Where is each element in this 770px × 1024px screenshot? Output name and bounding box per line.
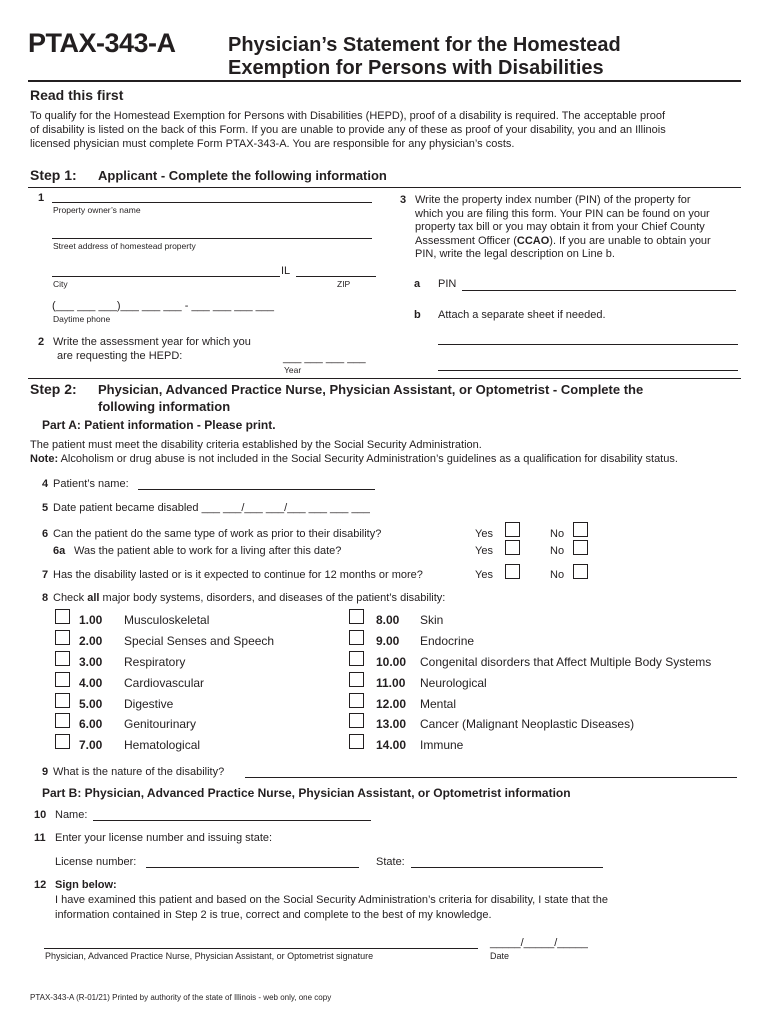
system-name: Respiratory [124,655,186,669]
item3-line3: property tax bill or you may obtain it from your Chief County [415,221,705,233]
system-name: Neurological [420,676,487,690]
intro-heading: Read this first [30,87,124,103]
pin-letter: a [414,278,421,290]
q10-text: Name: [55,809,88,821]
form-id: PTAX-343-A [28,28,176,58]
system-code: 2.00 [79,634,103,648]
system-name: Congenital disorders that Affect Multiple Body Systems [420,655,712,669]
system-checkbox[interactable] [55,651,70,666]
system-name: Immune [420,738,464,752]
q8-text [53,592,445,604]
step2-title-line2: following information [98,399,231,414]
system-code: 4.00 [79,676,103,690]
q8-all: all [87,592,100,604]
city-field[interactable] [52,276,280,277]
q12-number: 12 [34,879,47,891]
system-checkbox[interactable] [349,734,364,749]
q7-text: Has the disability lasted or is it expected to continue for 12 months or more? [53,569,423,581]
q9-number: 9 [42,766,49,778]
step2-title-line1: Physician, Advanced Practice Nurse, Physician Assistant, or Optometrist - Complete the [98,382,644,397]
system-checkbox[interactable] [55,734,70,749]
provider-name-field[interactable] [93,820,371,821]
system-code: 11.00 [376,676,406,690]
street-address-field[interactable] [52,238,372,239]
intro-line2: of disability is listed on the back of this Form. If you are unable to provide any of these as proof of your disability, you and an Illinois [30,124,666,136]
step2-label: Step 2: [30,381,77,397]
license-label: License number: [55,856,137,868]
q7-no-checkbox[interactable] [573,564,588,579]
signature-field[interactable] [44,948,478,949]
item1-number: 1 [38,192,45,204]
q10-number: 10 [34,809,47,821]
q4-number: 4 [42,478,49,490]
license-number-field[interactable] [146,867,359,868]
system-name: Hematological [124,738,201,752]
system-code: 3.00 [79,655,103,669]
zip-field[interactable] [296,276,376,277]
item3-number: 3 [400,194,407,206]
step2-rule [28,378,741,379]
step1-label: Step 1: [30,167,77,183]
intro-line3: licensed physician must complete Form PTAX-343-A. You are responsible for any physician’s costs. [30,138,515,150]
q11-number: 11 [34,832,46,844]
step1-rule [28,187,741,188]
license-state-field[interactable] [411,867,603,868]
intro-line1: To qualify for the Homestead Exemption for Persons with Disabilities (HEPD), proof of a disability is required. The acceptable proof [30,110,666,122]
system-checkbox[interactable] [349,672,364,687]
phone-field[interactable]: (___ ___ ___)___ ___ ___ - ___ ___ ___ ___ [52,300,275,312]
q7-no-label: No [550,569,565,581]
q7-number: 7 [42,569,49,581]
item2-number: 2 [38,336,45,348]
q12-title: Sign below: [55,879,117,891]
criteria-text: The patient must meet the disability criteria established by the Social Security Administration. [30,439,482,451]
system-code: 8.00 [376,613,400,627]
q7-yes-checkbox[interactable] [505,564,520,579]
year-field[interactable]: ___ ___ ___ ___ [283,352,366,364]
signature-date-field[interactable]: _____/_____/_____ [490,937,588,949]
item2-line2: are requesting the HEPD: [57,350,183,362]
system-checkbox[interactable] [349,651,364,666]
q6a-no-checkbox[interactable] [573,540,588,555]
attestation-line1: I have examined this patient and based on the Social Security Administration’s criteria for disability, I state that the [55,894,608,906]
footer-text: PTAX-343-A (R-01/21) Printed by authority of the state of Illinois - web only, one copy [30,993,332,1002]
q8-text-a: Check [53,592,88,604]
system-code: 1.00 [79,613,103,627]
date-label: Date [490,951,510,961]
q6a-number: 6a [53,545,66,557]
system-code: 7.00 [79,738,103,752]
system-code: 6.00 [79,717,103,731]
system-checkbox[interactable] [349,693,364,708]
disability-nature-field[interactable] [245,777,737,778]
q5-number: 5 [42,502,49,514]
q11-text: Enter your license number and issuing state: [55,832,273,844]
legal-letter: b [414,309,421,321]
item3-line1: Write the property index number (PIN) of the property for [415,194,691,206]
form-title-line1: Physician’s Statement for the Homestead [228,34,621,56]
ccao-abbrev: CCAO [516,235,550,247]
signature-label: Physician, Advanced Practice Nurse, Physician Assistant, or Optometrist signature [45,951,374,961]
system-checkbox[interactable] [55,630,70,645]
system-checkbox[interactable] [349,713,364,728]
system-name: Endocrine [420,634,475,648]
system-name: Cardiovascular [124,676,205,690]
q6a-yes-label: Yes [475,545,493,557]
phone-label: Daytime phone [53,314,111,324]
q7-yes-label: Yes [475,569,493,581]
item3-line5: PIN, write the legal description on Line b. [415,248,615,260]
attestation-line2: information contained in Step 2 is true, correct and complete to the best of my knowledge. [55,909,492,921]
system-name: Special Senses and Speech [124,634,275,648]
legal-note: Attach a separate sheet if needed. [438,309,606,321]
system-code: 10.00 [376,655,407,669]
system-code: 14.00 [376,738,407,752]
system-name: Skin [420,613,444,627]
q6a-yes-checkbox[interactable] [505,540,520,555]
system-checkbox[interactable] [349,609,364,624]
system-checkbox[interactable] [55,713,70,728]
system-name: Musculoskeletal [124,613,210,627]
q6-no-checkbox[interactable] [573,522,588,537]
q9-text: What is the nature of the disability? [53,766,225,778]
form-title-line2: Exemption for Persons with Disabilities [228,57,604,79]
q8-number: 8 [42,592,49,604]
header-rule [28,80,741,82]
item2-line1: Write the assessment year for which you [53,336,251,348]
disabled-date-field[interactable]: Date patient became disabled ___ ___/___ ___/___ ___ ___ ___ [53,502,370,514]
system-name: Genitourinary [124,717,197,731]
q6-number: 6 [42,528,49,540]
zip-label: ZIP [337,279,351,289]
property-owner-field[interactable] [52,202,372,203]
partB-title: Part B: Physician, Advanced Practice Nurse, Physician Assistant, or Optometrist information [42,786,571,800]
patient-name-field[interactable] [138,489,375,490]
property-owner-label: Property owner’s name [53,205,141,215]
q6-text: Can the patient do the same type of work as prior to their disability? [53,528,382,540]
step1-title: Applicant - Complete the following information [98,168,387,183]
pin-label: PIN [438,278,457,290]
q6a-text: Was the patient able to work for a living after this date? [74,545,342,557]
pin-field[interactable] [462,290,736,291]
system-code: 5.00 [79,697,103,711]
note-body: Alcoholism or drug abuse is not included in the Social Security Administration’s guidelines as a qualification for disability status. [60,453,678,465]
state-label: State: [376,856,405,868]
q6-no-label: No [550,528,565,540]
system-checkbox[interactable] [349,630,364,645]
item3-line4 [415,235,711,247]
system-checkbox[interactable] [55,609,70,624]
item3-line4c: ). If you are unable to obtain your [549,235,711,247]
q4-label: Patient’s name: [53,478,129,490]
city-label: City [53,279,68,289]
item3-line4a: Assessment Officer ( [415,235,517,247]
state-il: IL [281,265,291,277]
q6-yes-label: Yes [475,528,493,540]
system-name: Digestive [124,697,174,711]
system-name: Mental [420,697,457,711]
street-address-label: Street address of homestead property [53,241,196,251]
system-code: 9.00 [376,634,400,648]
q6-yes-checkbox[interactable] [505,522,520,537]
year-label: Year [284,365,302,375]
q6a-no-label: No [550,545,565,557]
legal-description-line1[interactable] [438,344,738,345]
system-code: 13.00 [376,717,407,731]
q8-text-c: major body systems, disorders, and diseases of the patient’s disability: [99,592,446,604]
item3-line2: which you are filing this form. Your PIN can be found on your [415,208,710,220]
system-checkbox[interactable] [55,693,70,708]
system-code: 12.00 [376,697,407,711]
partA-title: Part A: Patient information - Please print. [42,418,276,432]
legal-description-line2[interactable] [438,370,738,371]
note-label: Note: [30,453,59,465]
system-checkbox[interactable] [55,672,70,687]
note-text [30,453,678,465]
system-name: Cancer (Malignant Neoplastic Diseases) [420,717,635,731]
